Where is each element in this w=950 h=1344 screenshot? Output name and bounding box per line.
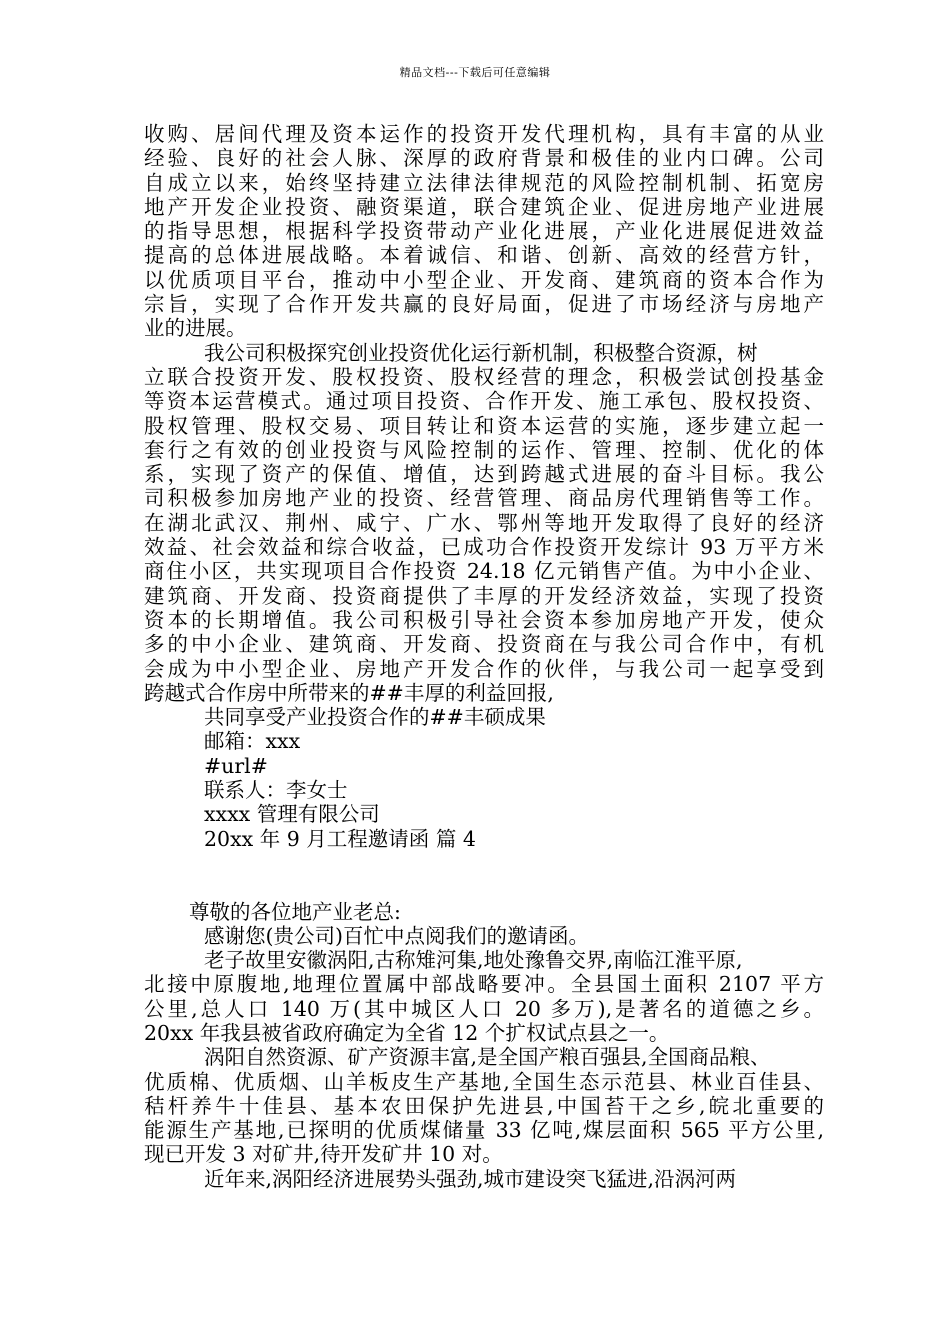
paragraph-line: 收购、居间代理及资本运作的投资开发代理机构，具有丰富的从业 [144, 122, 824, 146]
contact-person-line: 联系人：李女士 [204, 778, 348, 803]
paragraph-line: 公里,总人口 140 万(其中城区人口 20 多万),是著名的道德之乡。 [144, 996, 824, 1021]
paragraph-line: 自成立以来，始终坚持建立法律法律规范的风险控制机制、拓宽房 [144, 170, 824, 195]
paragraph-line: 多的中小企业、建筑商、开发商、投资商在与我公司合作中，有机 [144, 632, 824, 657]
slogan-line: 共同享受产业投资合作的##丰硕成果 [204, 705, 546, 730]
paragraph-line: 等资本运营模式。通过项目投资、合作开发、施工承包、股权投资、 [144, 389, 824, 414]
paragraph-line: 业的进展。 [144, 316, 247, 341]
paragraph-line: 地产开发企业投资、融资渠道，联合建筑企业、促进房地产业进展 [144, 194, 824, 219]
paragraph-line: 经验、良好的社会人脉、深厚的政府背景和极佳的业内口碑。公司 [144, 146, 824, 171]
document-body [144, 122, 824, 1191]
letter-salutation: 尊敬的各位地产业老总: [189, 899, 401, 924]
email-line: 邮箱：xxx [204, 729, 301, 754]
paragraph-line: 的指导思想，根据科学投资带动产业化进展，产业化进展促进效益 [144, 219, 824, 244]
paragraph-line: 资本的长期增值。我公司积极引导社会资本参加房地产开发，使众 [144, 607, 824, 632]
paragraph-line: 会成为中小型企业、房地产开发合作的伙伴，与我公司一起享受到 [144, 656, 824, 681]
letter-thanks: 感谢您(贵公司)百忙中点阅我们的邀请函。 [204, 923, 589, 948]
paragraph-line: 现已开发 3 对矿井,待开发矿井 10 对。 [144, 1142, 503, 1167]
paragraph-line: 套行之有效的创业投资与风险控制的运作、管理、控制、优化的体 [144, 437, 824, 462]
paragraph-line: 北接中原腹地,地理位置属中部战略要冲。全县国土面积 2107 平方 [144, 972, 824, 997]
spacer [144, 851, 824, 875]
paragraph-line: 司积极参加房地产业的投资、经营管理、商品房代理销售等工作。 [144, 486, 824, 511]
section-title: 20xx 年 9 月工程邀请函 篇 4 [204, 826, 476, 851]
paragraph-line: 我公司积极探究创业投资优化运行新机制，积极整合资源，树 [204, 340, 758, 365]
page-header: 精品文档---下载后可任意编辑 [399, 66, 551, 79]
paragraph-line: 效益、社会效益和综合收益，已成功合作投资开发综计 93 万平方米 [144, 535, 824, 560]
company-name-line: xxxx 管理有限公司 [204, 802, 380, 827]
paragraph-line: 近年来,涡阳经济进展势头强劲,城市建设突飞猛进,沿涡河两 [204, 1166, 737, 1191]
paragraph-line: 以优质项目平台，推动中小型企业、开发商、建筑商的资本合作为 [144, 267, 824, 292]
paragraph-line: 秸杆养牛十佳县、基本农田保护先进县,中国苔干之乡,皖北重要的 [144, 1093, 824, 1118]
paragraph-line: 涡阳自然资源、矿产资源丰富,是全国产粮百强县,全国商品粮、 [204, 1045, 771, 1070]
paragraph-line: 优质棉、优质烟、山羊板皮生产基地,全国生态示范县、林业百佳县、 [144, 1069, 824, 1094]
paragraph-line: 能源生产基地,已探明的优质煤储量 33 亿吨,煤层面积 565 平方公里, [144, 1118, 824, 1143]
paragraph-line: 跨越式合作房中所带来的##丰厚的利益回报, [144, 680, 554, 705]
paragraph-line: 提高的总体进展战略。本着诚信、和谐、创新、高效的经营方针， [144, 243, 824, 268]
url-line: #url# [204, 753, 268, 778]
spacer [144, 875, 824, 899]
paragraph-line: 立联合投资开发、股权投资、股权经营的理念，积极尝试创投基金 [144, 364, 824, 389]
paragraph-line: 股权管理、股权交易、项目转让和资本运营的实施，逐步建立起一 [144, 413, 824, 438]
paragraph-line: 系，实现了资产的保值、增值，达到跨越式进展的奋斗目标。我公 [144, 462, 824, 487]
paragraph-line: 建筑商、开发商、投资商提供了丰厚的开发经济效益，实现了投资 [144, 583, 824, 608]
paragraph-line: 老子故里安徽涡阳,古称雉河集,地处豫鲁交界,南临江淮平原, [204, 948, 743, 973]
paragraph-line: 商住小区，共实现项目合作投资 24.18 亿元销售产值。为中小企业、 [144, 559, 824, 584]
paragraph-line: 20xx 年我县被省政府确定为全省 12 个扩权试点县之一。 [144, 1020, 670, 1045]
paragraph-line: 在湖北武汉、荆州、咸宁、广水、鄂州等地开发取得了良好的经济 [144, 510, 824, 535]
paragraph-line: 宗旨，实现了合作开发共赢的良好局面，促进了市场经济与房地产 [144, 292, 824, 317]
